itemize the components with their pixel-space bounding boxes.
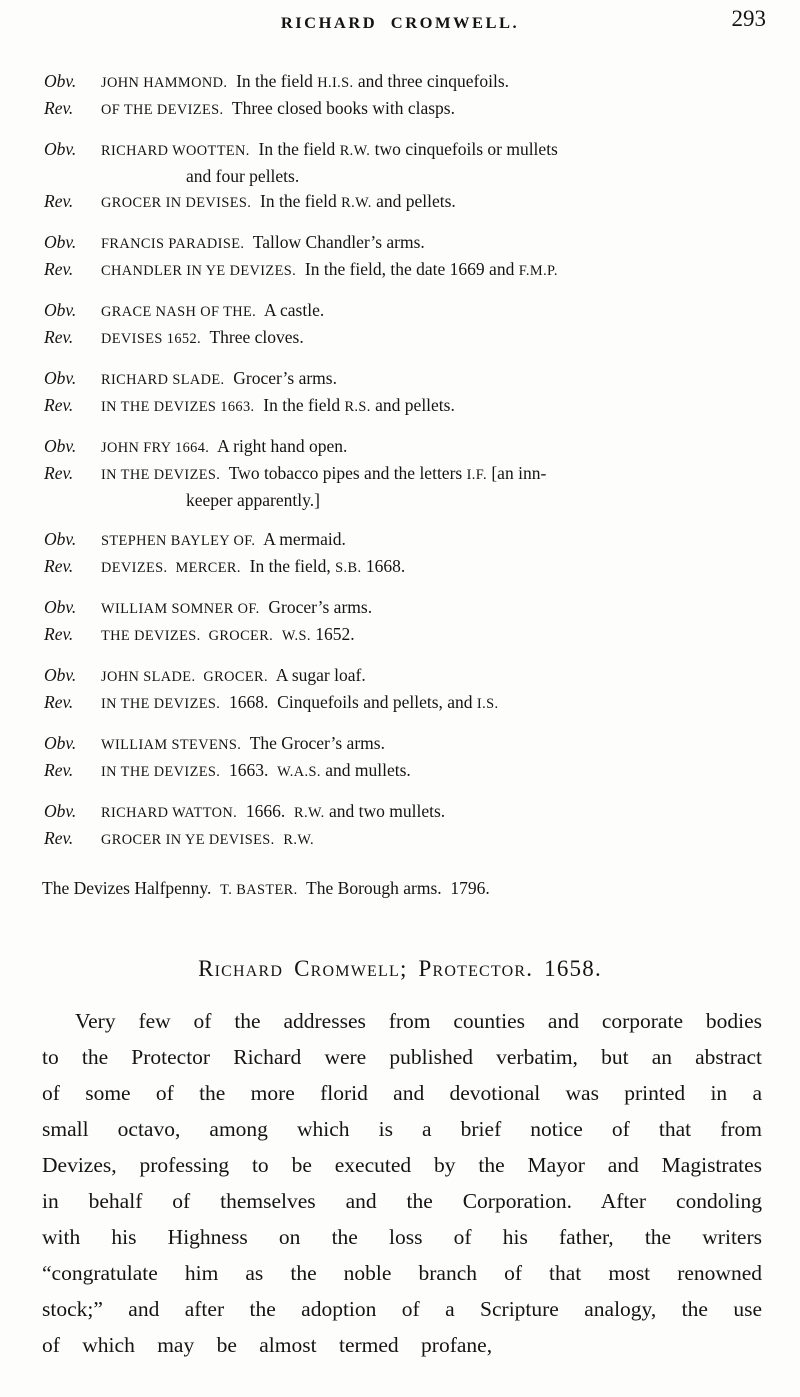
body-text: and pellets. [370, 395, 455, 415]
body-text: 1652. [310, 624, 355, 644]
token-entry [44, 434, 764, 513]
smallcaps-text: H.I.S. [317, 75, 354, 91]
smallcaps-text: RICHARD WOOTTEN. [101, 143, 250, 159]
entry-text [101, 826, 764, 853]
smallcaps-text: JOHN FRY 1664. [101, 440, 210, 456]
reverse-label: Rev. [44, 463, 74, 483]
obverse-label: Obv. [44, 139, 77, 159]
entry-line [44, 257, 764, 284]
smallcaps-text: WILLIAM SOMNER OF. [101, 601, 260, 617]
smallcaps-text: IN THE DEVIZES. [101, 764, 221, 780]
entry-text [101, 461, 764, 488]
entry-line [44, 690, 764, 717]
entry-text [101, 527, 764, 554]
entry-line [44, 488, 764, 513]
body-text: 1668. Cinquefoils and pellets, and [220, 692, 477, 712]
entry-text [101, 298, 764, 325]
smallcaps-text: JOHN SLADE. GROCER. [101, 669, 268, 685]
smallcaps-text: S.B. [335, 560, 362, 576]
entry-text [101, 595, 764, 622]
body-text: In the field [254, 395, 345, 415]
entry-line [44, 137, 764, 164]
entry-line [44, 731, 764, 758]
entry-line [44, 189, 764, 216]
entry-text [101, 257, 764, 284]
body-text: In the field [227, 71, 318, 91]
token-entry [44, 527, 764, 581]
entry-text [101, 731, 764, 758]
smallcaps-text: R.W. [294, 805, 325, 821]
body-text: keeper apparently.] [186, 490, 320, 510]
reverse-label: Rev. [44, 98, 74, 118]
entry-line [44, 799, 764, 826]
smallcaps-text: FRANCIS PARADISE. [101, 236, 245, 252]
obverse-label: Obv. [44, 368, 77, 388]
body-text: A castle. [256, 300, 325, 320]
smallcaps-text: IN THE DEVIZES 1663. [101, 399, 255, 415]
obverse-label: Obv. [44, 801, 77, 821]
smallcaps-text: RICHARD SLADE. [101, 372, 225, 388]
entry-line [44, 164, 764, 189]
obverse-label: Obv. [44, 529, 77, 549]
body-text: The Grocer’s arms. [241, 733, 385, 753]
label-spacer [44, 164, 101, 189]
entry-line [44, 461, 764, 488]
label-spacer [44, 488, 101, 513]
obverse-label: Obv. [44, 232, 77, 252]
body-text: and three cinquefoils. [353, 71, 510, 91]
body-text: Tallow Chandler’s arms. [244, 232, 425, 252]
entry-line [44, 230, 764, 257]
entry-line [44, 393, 764, 420]
entry-text [101, 799, 764, 826]
smallcaps-text: R.W. [341, 195, 372, 211]
smallcaps-text: CHANDLER IN YE DEVIZES. [101, 263, 297, 279]
token-entry [44, 137, 764, 216]
body-text: A mermaid. [255, 529, 346, 549]
smallcaps-text: THE DEVIZES. GROCER. [101, 628, 274, 644]
entry-text [101, 393, 764, 420]
body-text: In the field, the date 1669 and [296, 259, 519, 279]
token-entry [44, 69, 764, 123]
obverse-label: Obv. [44, 436, 77, 456]
body-text: 1668. [361, 556, 406, 576]
body-text: Grocer’s arms. [259, 597, 373, 617]
entry-text [101, 663, 764, 690]
body-text: two cinquefoils or mullets [370, 139, 558, 159]
body-text: The Devizes Halfpenny. [42, 878, 221, 898]
obverse-label: Obv. [44, 597, 77, 617]
reverse-label: Rev. [44, 624, 74, 644]
page-header [0, 0, 800, 43]
body-text: In the field [249, 139, 340, 159]
obverse-label: Obv. [44, 733, 77, 753]
halfpenny-line [42, 876, 764, 903]
entry-line [44, 96, 764, 123]
body-text [273, 624, 282, 644]
smallcaps-text: JOHN HAMMOND. [101, 75, 228, 91]
entry-line [44, 758, 764, 785]
smallcaps-text: R.W. [339, 143, 371, 159]
body-text: and four pellets. [186, 166, 300, 186]
smallcaps-text: GROCER IN YE DEVISES. [101, 832, 275, 848]
body-paragraph: Very few of the addresses from counties and corporate bodies to the Protector Richard were published verbatim, but an abstract of some of the more florid and devotional was printed in a small octavo, among which is a brief notice of that from Devizes, professing to be executed by the Mayor and Magistrates in behalf of themselves and the Corporation. After condoling with his Highness on the loss of his father, the writers “congratulate him as the noble branch of that most renowned stock;” and after the adoption of a Scripture analogy, the use of which may be almost termed profane, [42, 1009, 762, 1357]
running-title: RICHARD CROMWELL. [280, 13, 520, 32]
smallcaps-text: IN THE DEVIZES. [101, 696, 221, 712]
entry-text [101, 488, 764, 513]
body-text: 1666. [237, 801, 295, 821]
body-text: A sugar loaf. [268, 665, 366, 685]
entry-text [101, 758, 764, 785]
body-text: and mullets. [320, 760, 411, 780]
smallcaps-text: T. BASTER. [220, 882, 298, 898]
smallcaps-text: I.F. [466, 467, 487, 483]
body-text: and pellets. [371, 191, 456, 211]
obverse-label: Obv. [44, 71, 77, 91]
smallcaps-text: W.S. [281, 628, 311, 644]
entry-text [101, 325, 764, 352]
smallcaps-text: R.W. [283, 832, 314, 848]
reverse-label: Rev. [44, 191, 74, 211]
entry-text [101, 622, 764, 649]
token-entry [44, 799, 764, 853]
smallcaps-text: RICHARD WATTON. [101, 805, 238, 821]
token-entry [44, 595, 764, 649]
body-text: 1663. [220, 760, 278, 780]
section-heading: Richard Cromwell; Protector. 1658. [198, 956, 602, 981]
entry-text [101, 366, 764, 393]
body-text: Grocer’s arms. [224, 368, 337, 388]
body-text: and two mullets. [324, 801, 446, 821]
obverse-label: Obv. [44, 300, 77, 320]
smallcaps-text: R.S. [344, 399, 371, 415]
reverse-label: Rev. [44, 259, 74, 279]
entry-line [44, 366, 764, 393]
reverse-label: Rev. [44, 327, 74, 347]
smallcaps-text: DEVIZES. MERCER. [101, 560, 241, 576]
entry-text [101, 690, 764, 717]
entry-line [44, 434, 764, 461]
body-text: In the field, [240, 556, 336, 576]
smallcaps-text: WILLIAM STEVENS. [101, 737, 242, 753]
entries-list [44, 69, 764, 853]
smallcaps-text: GRACE NASH OF THE. [101, 304, 257, 320]
smallcaps-text: DEVISES 1652. [101, 331, 202, 347]
smallcaps-text: I.S. [476, 696, 499, 712]
entry-line [44, 554, 764, 581]
entry-line [44, 595, 764, 622]
smallcaps-text: F.M.P. [518, 263, 558, 279]
reverse-label: Rev. [44, 395, 74, 415]
token-entry [44, 230, 764, 284]
body-text: A right hand open. [209, 436, 348, 456]
entry-line [44, 325, 764, 352]
body-text: Three closed books with clasps. [223, 98, 455, 118]
smallcaps-text: STEPHEN BAYLEY OF. [101, 533, 256, 549]
reverse-label: Rev. [44, 760, 74, 780]
entry-text [101, 434, 764, 461]
reverse-label: Rev. [44, 828, 74, 848]
entry-text [101, 230, 764, 257]
page-number: 293 [731, 6, 766, 31]
entry-line [44, 527, 764, 554]
smallcaps-text: GROCER IN DEVISES. [101, 195, 252, 211]
entry-text [101, 189, 764, 216]
entry-text [101, 69, 764, 96]
entry-line [44, 298, 764, 325]
token-entry [44, 731, 764, 785]
token-entry [44, 366, 764, 420]
body-text: The Borough arms. 1796. [297, 878, 490, 898]
body-text: Two tobacco pipes and the letters [220, 463, 467, 483]
body-text: In the field [251, 191, 342, 211]
reverse-label: Rev. [44, 556, 74, 576]
entry-text [101, 164, 764, 189]
entry-text [101, 137, 764, 164]
smallcaps-text: W.A.S. [277, 764, 321, 780]
reverse-label: Rev. [44, 692, 74, 712]
body-text: [an inn- [486, 463, 547, 483]
entry-line [44, 663, 764, 690]
entry-line [44, 826, 764, 853]
entry-line [44, 622, 764, 649]
smallcaps-text: OF THE DEVIZES. [101, 102, 224, 118]
entry-text [101, 96, 764, 123]
token-entry [44, 663, 764, 717]
entry-text [101, 554, 764, 581]
obverse-label: Obv. [44, 665, 77, 685]
entry-line [44, 69, 764, 96]
body-text: Three cloves. [201, 327, 304, 347]
token-entry [44, 298, 764, 352]
smallcaps-text: IN THE DEVIZES. [101, 467, 221, 483]
